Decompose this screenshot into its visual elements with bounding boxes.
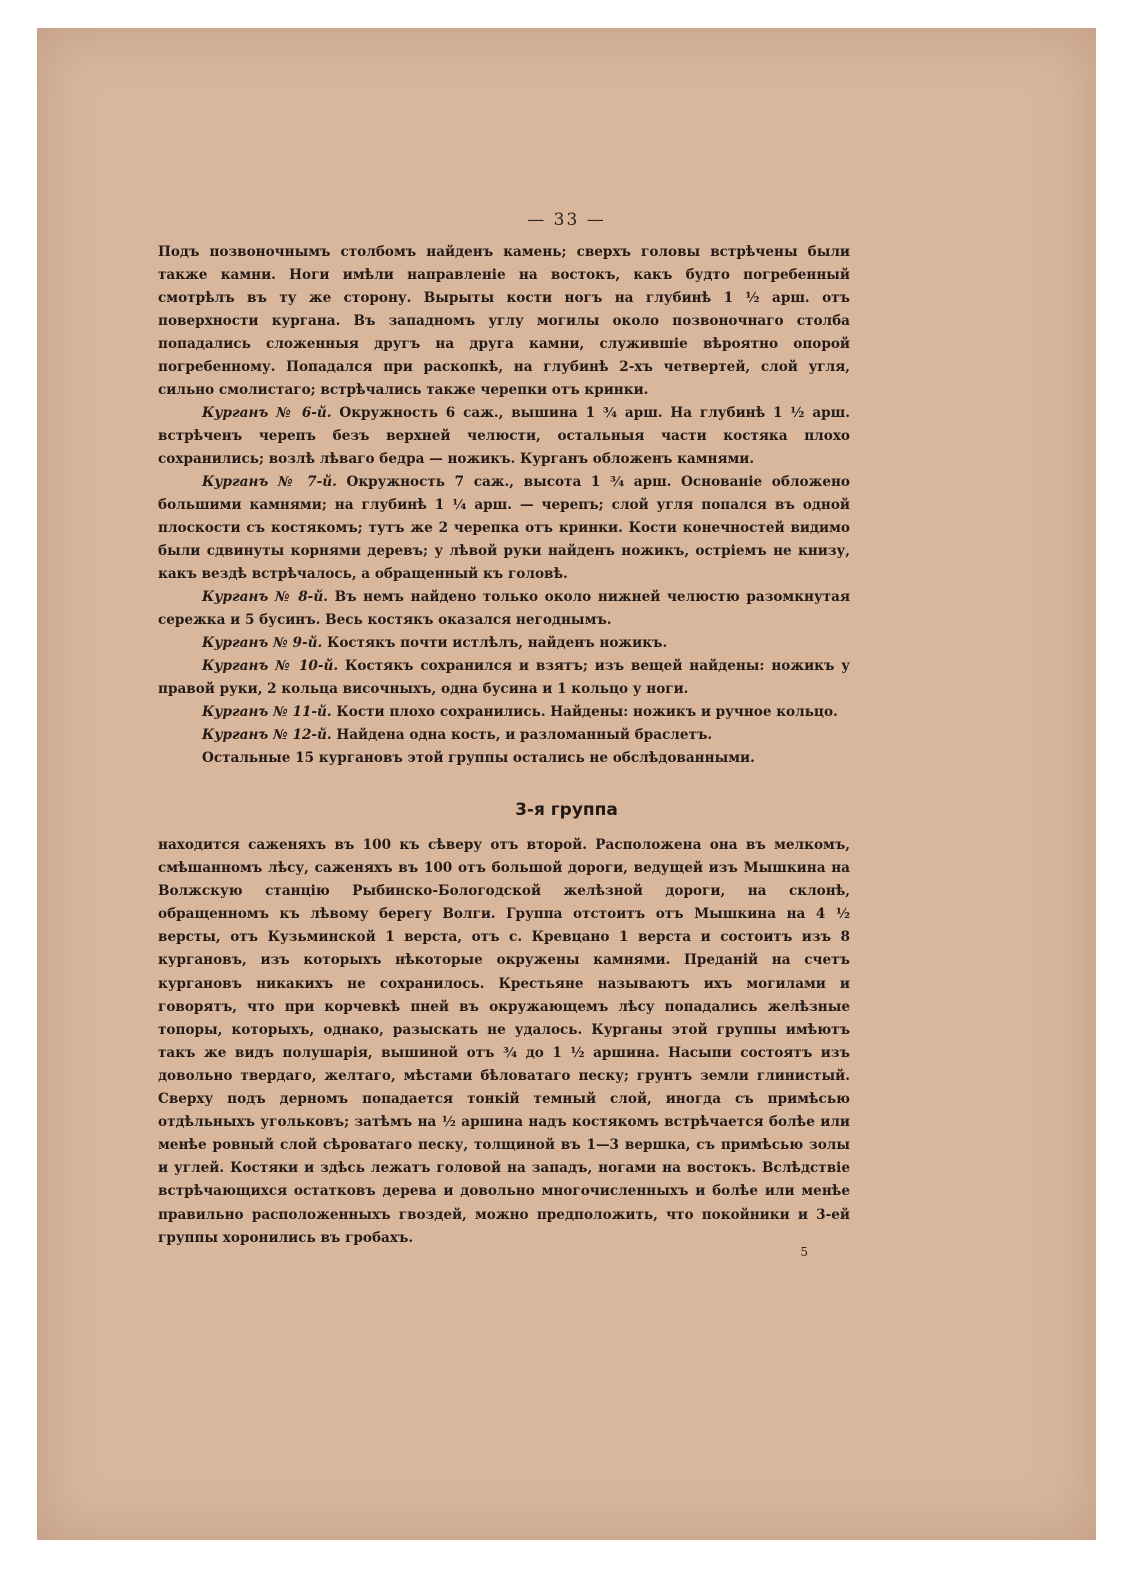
kurgan-6-paragraph (158, 402, 850, 471)
kurgan-7-label: Курганъ № 7-й. (202, 474, 337, 490)
kurgan-11-paragraph (158, 701, 850, 724)
page-sheet (37, 28, 1096, 1540)
kurgan-9-paragraph (158, 632, 850, 655)
kurgan-10-paragraph (158, 655, 850, 701)
kurgan-7-text: Окружность 7 саж., высота 1 ¾ арш. Основаніе обложено большими камнями; на глубинѣ 1 ¼ арш. — черепъ; слой угля попался въ одной плоскости съ костякомъ; тутъ же 2 черепка отъ кринки. Кости конечностей видимо были сдвинуты корнями деревъ; у лѣвой руки найденъ ножикъ, остріемъ не книзу, какъ вездѣ встрѣчалось, а обращенный къ головѣ. (158, 474, 850, 582)
kurgan-6-label: Курганъ № 6-й. (202, 405, 332, 421)
kurgan-7-paragraph (158, 471, 850, 586)
sheet-mark: 5 (800, 1245, 808, 1259)
section-title: 3-я группа (515, 800, 618, 820)
section-1-text (158, 241, 850, 770)
kurgan-10-label: Курганъ № 10-й. (202, 658, 339, 674)
kurgan-12-text: Найдена одна кость, и разломанный браслетъ. (331, 727, 713, 743)
kurgan-10-text: Костякъ сохранился и взятъ; изъ вещей найдены: ножикъ у правой руки, 2 кольца височныхъ, одна бусина и 1 кольцо у ноги. (158, 658, 850, 697)
section-2-text: находится саженяхъ въ 100 къ сѣверу отъ второй. Расположена она въ мелкомъ, смѣшанномъ лѣсу, саженяхъ въ 100 отъ большой дороги, ведущей изъ Мышкина на Волжскую станцію Рыбинско-Бологодской желѣзной дороги, на склонѣ, обращенномъ къ лѣвому берегу Волги. Группа отстоитъ отъ Мышкина на 4 ½ версты, отъ Кузьминской 1 верста, отъ с. Кревцано 1 верста и состоитъ изъ 8 кургановъ, изъ которыхъ нѣкоторые окружены камнями. Преданій на счетъ кургановъ никакихъ не сохранилось. Крестьяне называютъ ихъ могилами и говорятъ, что при корчевкѣ пней въ окружающемъ лѣсу попадались желѣзные топоры, которыхъ, однако, разыскать не удалось. Курганы этой группы имѣютъ такъ же видъ полушарія, вышиной отъ ¾ до 1 ½ аршина. Насыпи состоятъ изъ довольно твердаго, желтаго, мѣстами бѣловатаго песку; грунтъ земли глинистый. Сверху подъ дерномъ попадается тонкій темный слой, иногда съ примѣсью отдѣльныхъ угольковъ; затѣмъ на ½ аршина надъ костякомъ встрѣчается болѣе или менѣе ровный слой сѣроватаго песку, толщиной въ 1—3 вершка, съ примѣсью золы и углей. Костяки и здѣсь лежатъ головой на западъ, ногами на востокъ. Вслѣдствіе встрѣчающихся остатковъ дерева и довольно многочисленныхъ и болѣе или менѣе правильно расположенныхъ гвоздей, можно предположить, что покойники и 3-ей группы хоронились въ гробахъ. (158, 837, 850, 1246)
kurgan-9-text: Костякъ почти истлѣлъ, найденъ ножикъ. (322, 635, 668, 651)
kurgan-12-paragraph (158, 724, 850, 747)
kurgan-9-label: Курганъ № 9-й. (202, 635, 323, 651)
intro-paragraph: Подъ позвоночнымъ столбомъ найденъ камень; сверхъ головы встрѣчены были также камни. Ноги имѣли направленіе на востокъ, какъ будто погребенный смотрѣлъ въ ту же сторону. Вырыты кости ногъ на глубинѣ 1 ½ арш. отъ поверхности кургана. Въ западномъ углу могилы около позвоночнаго столба попадались сложенныя другъ на друга камни, служившіе вѣроятно опорой погребенному. Попадался при раскопкѣ, на глубинѣ 2-хъ четвертей, слой угля, сильно смолистаго; встрѣчались также черепки отъ кринки. (158, 244, 850, 398)
kurgan-8-text: Въ немъ найдено только около нижней челюстю разомкнутая сережка и 5 бусинъ. Весь костякъ оказался негоднымъ. (158, 589, 850, 628)
closing-paragraph: Остальные 15 кургановъ этой группы остались не обслѣдованными. (202, 750, 755, 766)
kurgan-11-label: Курганъ № 11-й. (202, 704, 332, 720)
kurgan-8-paragraph (158, 586, 850, 632)
kurgan-8-label: Курганъ № 8-й. (202, 589, 328, 605)
kurgan-11-text: Кости плохо сохранились. Найдены: ножикъ и ручное кольцо. (331, 704, 838, 720)
kurgan-12-label: Курганъ № 12-й. (202, 727, 332, 743)
kurgan-6-text: Окружность 6 саж., вышина 1 ¾ арш. На глубинѣ 1 ½ арш. встрѣченъ черепъ безъ верхней челюсти, остальныя части костяка плохо сохранились; возлѣ лѣваго бедра — ножикъ. Курганъ обложенъ камнями. (158, 405, 850, 467)
page-number: — 33 — (527, 210, 606, 230)
